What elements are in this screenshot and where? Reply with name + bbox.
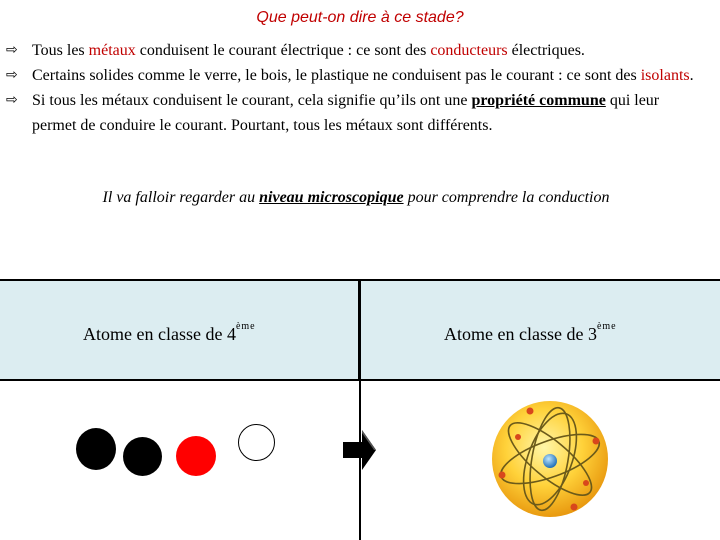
- page-title: Que peut-on dire à ce stade?: [256, 9, 464, 26]
- header-label-4eme: [83, 321, 256, 345]
- header-text: Atome en classe de 4: [83, 324, 236, 344]
- conclusion-note: [0, 189, 712, 207]
- bullet-item: [6, 38, 706, 63]
- arrow-bullet-icon: ⇨: [6, 67, 18, 83]
- header-cell-4eme: [0, 279, 359, 381]
- bullet-text: conduisent le courant électrique : ce sont des: [135, 42, 431, 59]
- note-text: Il va falloir regarder au: [102, 189, 260, 206]
- header-text: Atome en classe de 3: [444, 324, 597, 344]
- bullet-text: électriques.: [507, 42, 585, 59]
- bullet-text: Tous les: [32, 42, 89, 59]
- arrow-bullet-icon: ⇨: [6, 42, 18, 58]
- header-label-3eme: [444, 321, 617, 345]
- bullet-list: [6, 38, 706, 138]
- black-atom-dot: [76, 428, 116, 470]
- comparison-table: [0, 279, 720, 540]
- bullet-text: qui leur permet de conduire le courant. Pourtant, tous les métaux sont différents.: [32, 92, 660, 134]
- header-cell-3eme: [359, 279, 720, 381]
- keyword-propriete-commune: propriété commune: [471, 92, 606, 109]
- keyword-niveau-microscopique: niveau microscopique: [259, 189, 404, 206]
- keyword-isolants: isolants: [640, 67, 690, 84]
- header-superscript: ème: [235, 321, 256, 332]
- white-atom-dot: [238, 424, 275, 461]
- bullet-item: [6, 63, 706, 88]
- keyword-conducteurs: conducteurs: [430, 42, 508, 59]
- black-atom-dot: [123, 437, 162, 476]
- arrow-bullet-icon: ⇨: [6, 92, 18, 108]
- red-atom-dot: [176, 436, 216, 476]
- bullet-text: Si tous les métaux conduisent le courant, cela signifie qu’ils ont une: [32, 92, 472, 109]
- keyword-metaux: métaux: [88, 42, 136, 59]
- bullet-text: .: [689, 67, 694, 84]
- arrow-right-icon: [340, 427, 380, 473]
- header-superscript: ème: [596, 321, 617, 332]
- atom-icon: [488, 397, 612, 521]
- bullet-text: Certains solides comme le verre, le bois, le plastique ne conduisent pas le courant : ce sont des: [32, 67, 641, 84]
- bullet-item: [6, 88, 706, 138]
- note-text: pour comprendre la conduction: [403, 189, 610, 206]
